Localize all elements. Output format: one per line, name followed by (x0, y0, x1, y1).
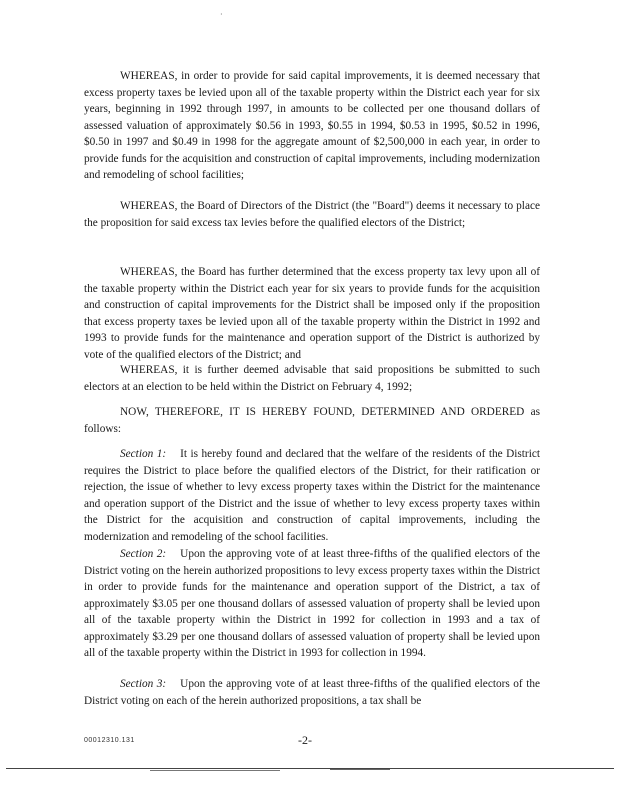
section-label: Section 1: (120, 448, 167, 460)
section-label: Section 3: (120, 678, 167, 690)
section-text: Upon the approving vote of at least three-fifths of the qualified electors of the District voting on each of the herein authorized propositions, a tax shall be (84, 678, 540, 707)
section-paragraph (84, 676, 540, 709)
section-paragraph (84, 446, 540, 545)
section-label: Section 2: (120, 548, 167, 560)
paragraph-text: WHEREAS, it is further deemed advisable that said propositions be submitted to such electors at an election to be held within the District on February 4, 1992; (84, 364, 540, 393)
paragraph-text: NOW, THEREFORE, IT IS HEREBY FOUND, DETERMINED AND ORDERED as follows: (84, 406, 540, 435)
paragraph-text: WHEREAS, in order to provide for said capital improvements, it is deemed necessary that excess property taxes be levied upon all of the taxable property within the District each year for six years, beginning in 1992 through 1997, in amounts to be collected per one thousand dollars of assessed valuation of approximately $0.56 in 1993, $0.55 in 1994, $0.53 in 1995, $0.52 in 1996, $0.50 in 1997 and $0.49 in 1998 for the aggregate amount of $2,500,000 in each year, in order to provide funds for the acquisition and construction of capital improvements, including modernization and remodeling of school facilities; (84, 70, 540, 181)
scan-artifact-line (6, 768, 614, 769)
section-3 (84, 676, 540, 709)
section-2 (84, 546, 540, 662)
paragraph-text: WHEREAS, the Board of Directors of the District (the "Board") deems it necessary to place the proposition for said excess tax levies before the qualified electors of the District; (84, 200, 540, 229)
section-paragraph (84, 546, 540, 662)
paragraph-now-therefore (84, 404, 540, 437)
section-text: It is hereby found and declared that the welfare of the residents of the District requires the District to place before the qualified electors of the District, for their ratification or rejection, the issue of whether to levy excess property taxes within the District for the maintenance and operation support of the District and the issue of whether to levy excess property taxes within the District for the acquisition and construction of capital improvements, including the modernization and remodeling of the school facilities. (84, 448, 540, 543)
document-id: 00012310.131 (84, 737, 135, 744)
paragraph-whereas-board (84, 198, 540, 231)
scan-artifact-line (150, 770, 280, 771)
section-1 (84, 446, 540, 545)
paragraph-text: WHEREAS, the Board has further determined that the excess property tax levy upon all of the taxable property within the District each year for six years to provide funds for the acquisition and construction of capital improvements for the District shall be imposed only if the proposition that excess property taxes be levied upon all of the taxable property within the District in 1992 and 1993 to provide funds for the maintenance and operation support of the District is authorized by vote of the qualified electors of the District; and (84, 266, 540, 361)
section-text: Upon the approving vote of at least three-fifths of the qualified electors of the District voting on the herein authorized propositions to levy excess property taxes within the District in order to provide funds for the maintenance and operation support of the District, a tax of approximately $3.05 per one thousand dollars of assessed valuation of property shall be levied upon all of the taxable property within the District in 1992 for collection in 1993 and a tax of approximately $3.29 per one thousand dollars of assessed valuation of property shall be levied upon all of the taxable property within the District in 1993 for collection in 1994. (84, 548, 540, 659)
scan-mark: · (220, 10, 223, 19)
paragraph-whereas-capital-improvements (84, 68, 540, 184)
paragraph-whereas-further-determined (84, 264, 540, 363)
page-number: -2- (298, 733, 312, 747)
scan-artifact-line (330, 769, 390, 770)
paragraph-whereas-election (84, 362, 540, 395)
